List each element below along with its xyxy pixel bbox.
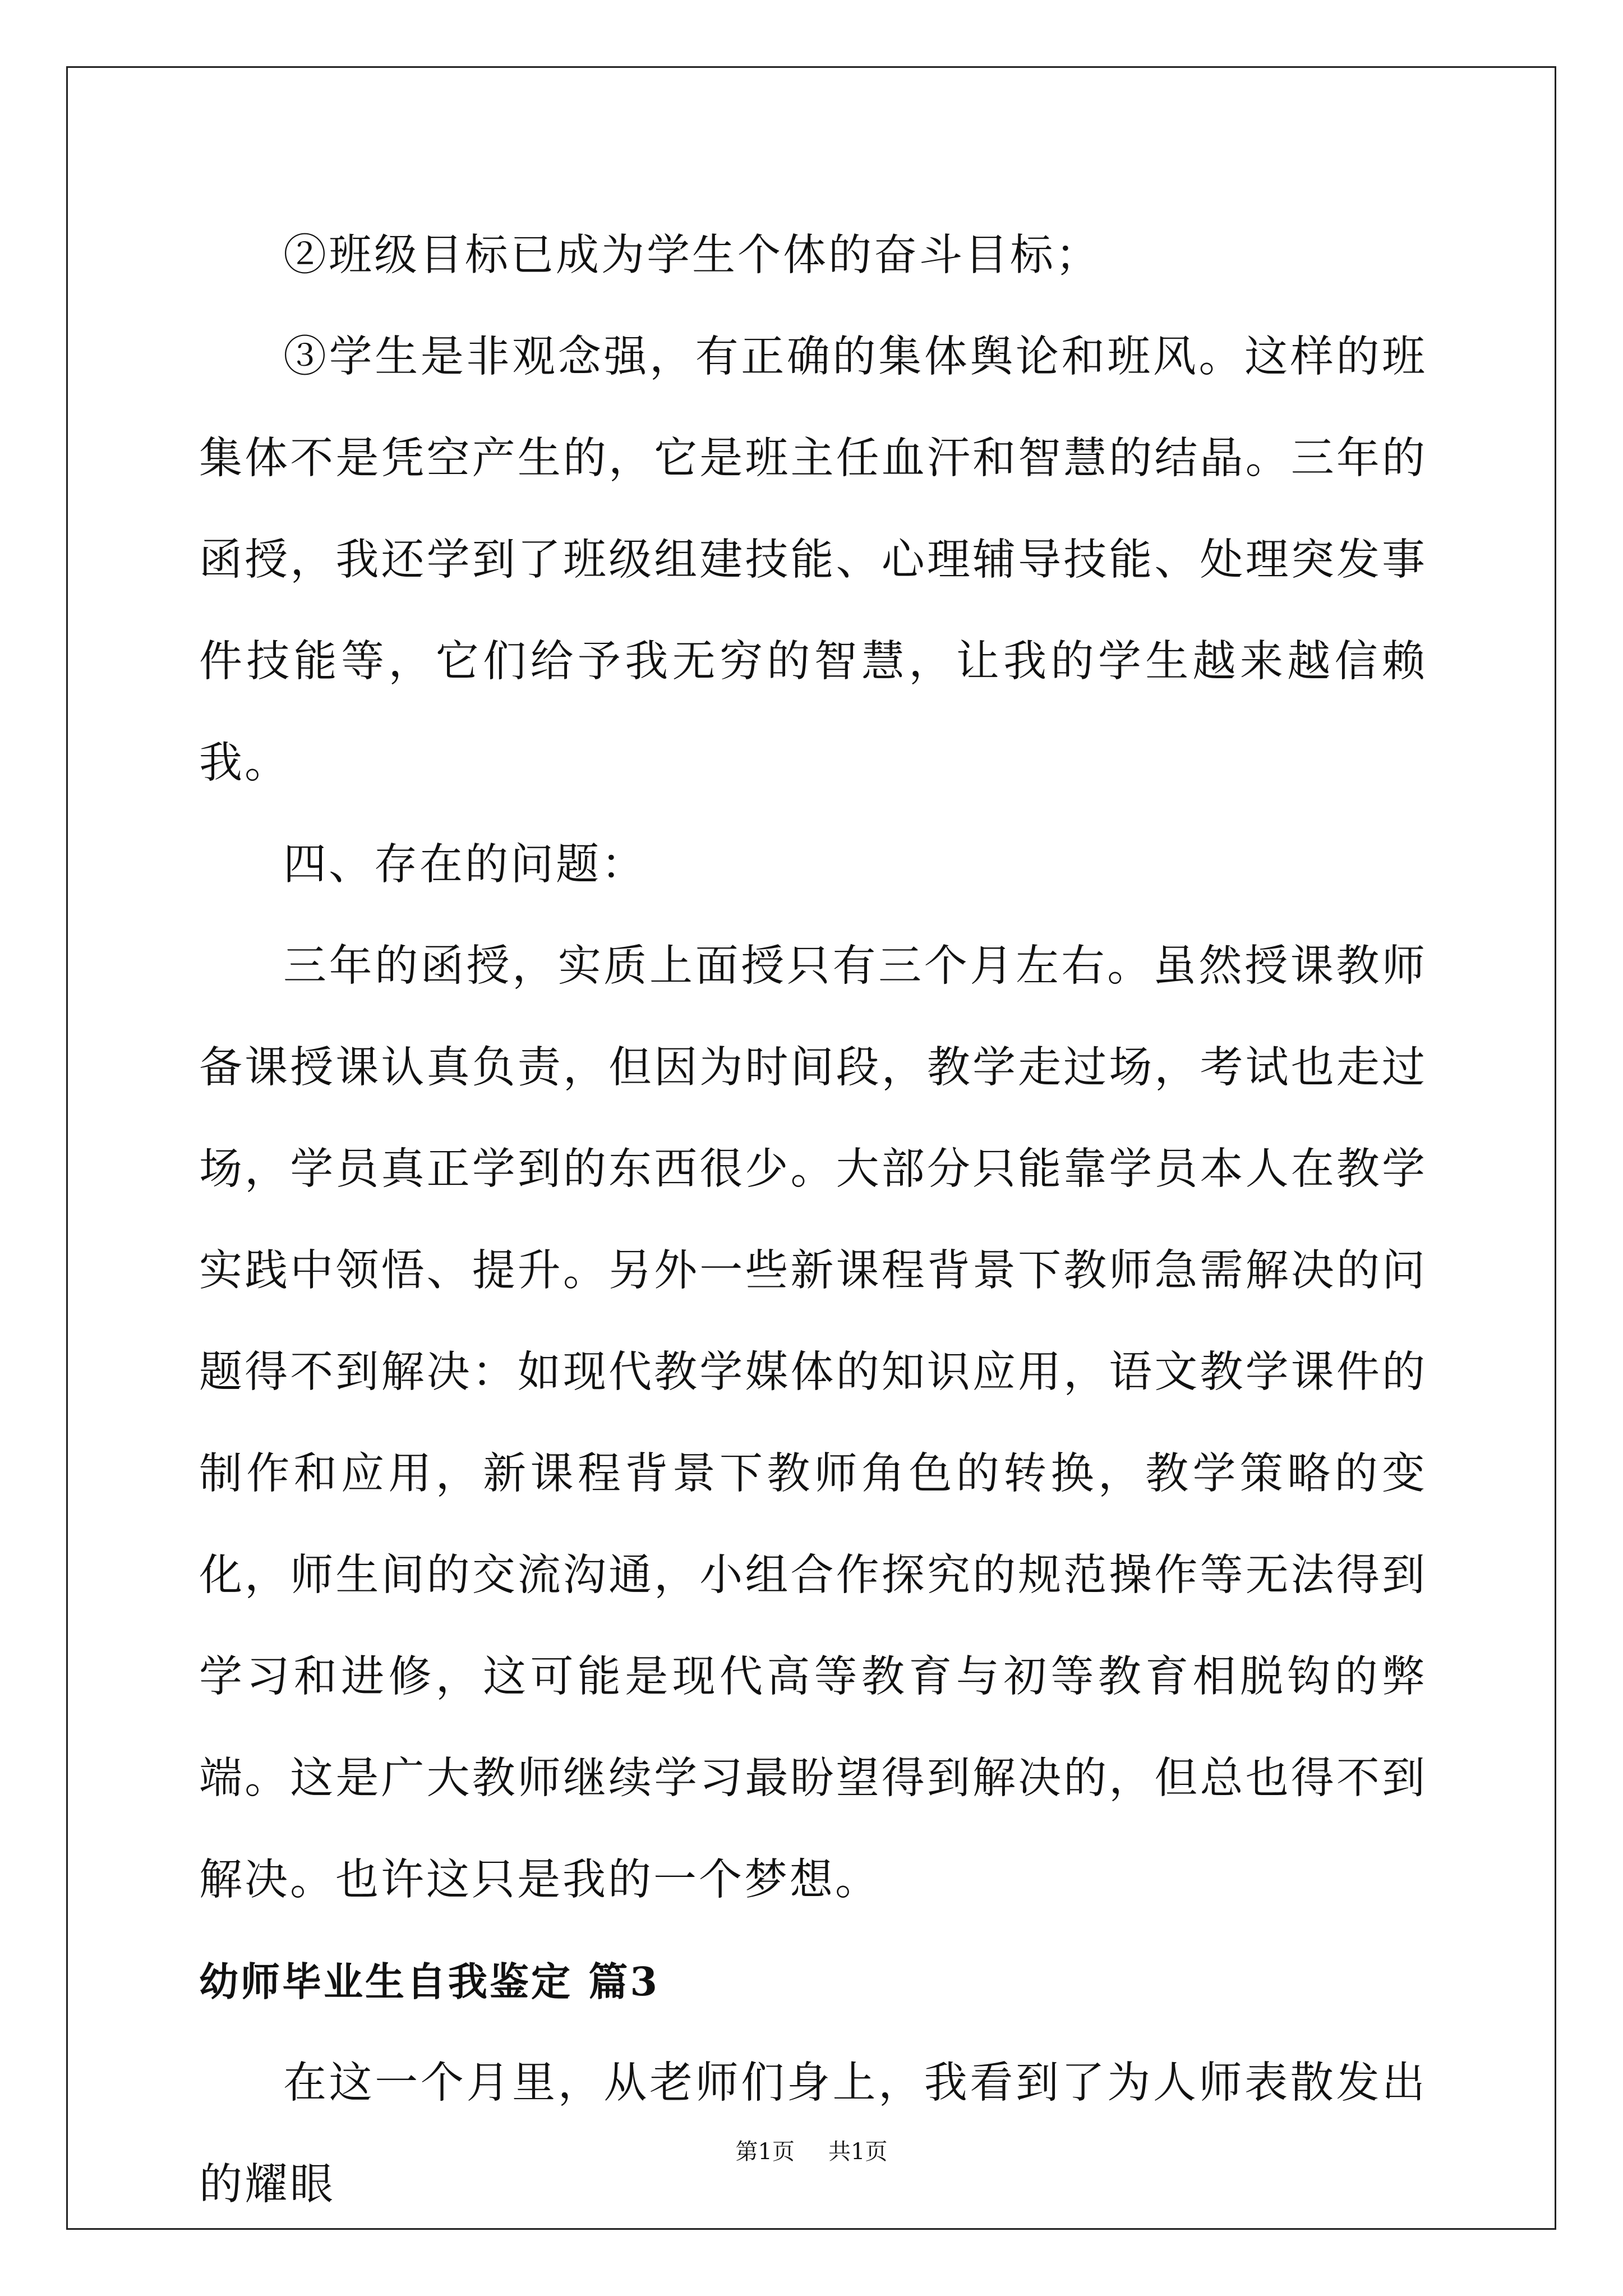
paragraph: 三年的函授，实质上面授只有三个月左右。虽然授课教师备课授课认真负责，但因为时间段，教学走过场，考试也走过场，学员真正学到的东西很少。大部分只能靠学员本人在教学实践中领悟、提升。另外一些新课程背景下教师急需解决的问题得不到解决：如现代教学媒体的知识应用，语文教学课件的制作和应用，新课程背景下教师角色的转换，教学策略的变化，师生间的交流沟通，小组合作探究的规范操作等无法得到学习和进修，这可能是现代高等教育与初等教育相脱钩的弊端。这是广大教师继续学习最盼望得到解决的，但总也得不到解决。也许这只是我的一个梦想。: [199, 941, 1427, 1905]
section-heading: 幼师毕业生自我鉴定 篇3: [199, 1958, 660, 2005]
paragraph: ②班级目标已成为学生个体的奋斗目标；: [283, 231, 1101, 280]
page-footer: [0, 2134, 1623, 2166]
page-total: 共1页: [828, 2139, 888, 2165]
paragraph: ③学生是非观念强，有正确的集体舆论和班风。这样的班集体不是凭空产生的，它是班主任血汗和智慧的结晶。三年的函授，我还学到了班级组建技能、心理辅导技能、处理突发事件技能等，它们给予我无穷的智慧，让我的学生越来越信赖我。: [199, 332, 1427, 788]
document-body: [199, 205, 1427, 2235]
paragraph: 在这一个月里，从老师们身上，我看到了为人师表散发出的耀眼: [199, 2058, 1427, 2210]
page-number: 第1页: [735, 2139, 795, 2165]
paragraph-subheading: 四、存在的问题：: [283, 840, 647, 890]
